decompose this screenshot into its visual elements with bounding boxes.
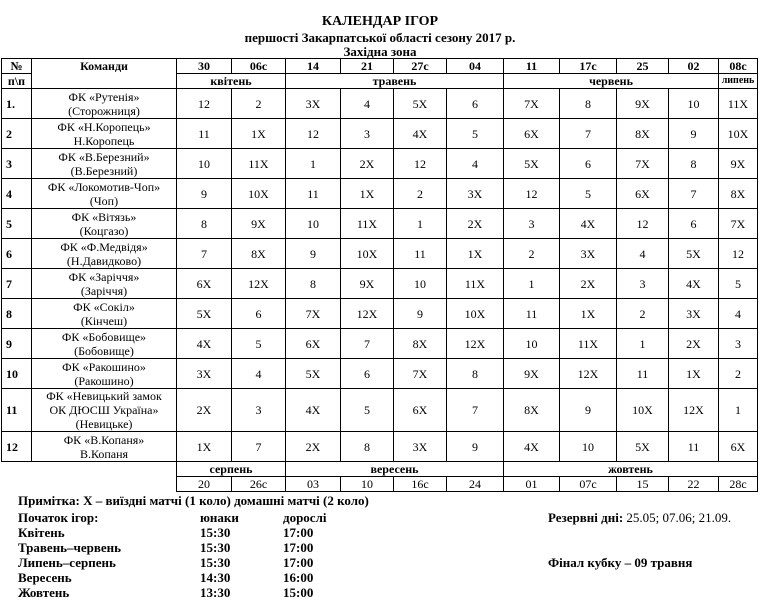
- match-cell: 2: [232, 89, 286, 119]
- date-header: 04: [447, 59, 504, 74]
- month-header: квітень: [177, 74, 286, 89]
- match-cell: 10: [504, 329, 560, 359]
- match-cell: 10: [669, 89, 719, 119]
- team-name: [32, 269, 177, 299]
- team-name-line: ФК «Заріччя»: [68, 269, 140, 284]
- match-cell: 9: [286, 239, 341, 269]
- match-cell: 8: [286, 269, 341, 299]
- row-number: 8: [2, 299, 32, 329]
- month-header: червень: [504, 74, 719, 89]
- date-header: 06с: [232, 59, 286, 74]
- note-line: [18, 493, 369, 509]
- match-cell: 6Х: [177, 269, 232, 299]
- date-header: 21: [341, 59, 394, 74]
- footer-spacer: [2, 462, 177, 477]
- match-cell: 11Х: [719, 89, 758, 119]
- match-cell: 10: [394, 269, 447, 299]
- match-cell: 7: [341, 329, 394, 359]
- page-title: КАЛЕНДАР ІГОР: [321, 14, 439, 29]
- match-cell: 2: [719, 359, 758, 389]
- date-header: 30: [177, 59, 232, 74]
- match-cell: 4Х: [394, 119, 447, 149]
- schedule-period: Жовтень: [18, 585, 70, 600]
- footer-month: серпень: [177, 462, 286, 477]
- row-number: 5: [2, 209, 32, 239]
- match-cell: 11Х: [232, 149, 286, 179]
- num-subheader: п\п: [2, 74, 32, 89]
- match-cell: 8: [341, 432, 394, 462]
- match-cell: 1Х: [669, 359, 719, 389]
- match-cell: 6: [669, 209, 719, 239]
- match-cell: 9: [394, 299, 447, 329]
- match-cell: 2Х: [286, 432, 341, 462]
- num-header: №: [2, 59, 32, 74]
- team-name-line: ФК «Рутенія»: [68, 89, 140, 104]
- schedule-period: Вересень: [18, 570, 72, 585]
- match-cell: 3Х: [286, 89, 341, 119]
- match-cell: 9: [447, 432, 504, 462]
- match-cell: 3Х: [447, 179, 504, 209]
- match-cell: 10Х: [232, 179, 286, 209]
- match-cell: 6Х: [719, 432, 758, 462]
- match-cell: 3: [617, 269, 669, 299]
- match-cell: 3Х: [394, 432, 447, 462]
- schedule-youth-time: 15:30: [200, 555, 231, 570]
- schedule-youth-time: 15:30: [200, 525, 231, 540]
- match-cell: 12: [394, 149, 447, 179]
- match-cell: 7: [232, 432, 286, 462]
- match-cell: 6: [232, 299, 286, 329]
- schedule-period: Липень–серпень: [18, 555, 116, 570]
- cup-final: Фінал кубку – 09 травня: [548, 555, 693, 570]
- footer-date: 15: [617, 477, 669, 492]
- match-cell: 2Х: [669, 329, 719, 359]
- row-number: 9: [2, 329, 32, 359]
- match-cell: 2Х: [447, 209, 504, 239]
- schedule-adult-time: 15:00: [283, 585, 314, 600]
- team-name: [32, 89, 177, 119]
- footer-dates-row: [2, 477, 758, 492]
- match-cell: 4Х: [504, 432, 560, 462]
- schedule-period: Травень–червень: [18, 540, 122, 555]
- match-cell: 7: [177, 239, 232, 269]
- match-cell: 5: [560, 179, 617, 209]
- match-cell: 9Х: [341, 269, 394, 299]
- team-name-line: ФК «В.Копаня»: [63, 432, 145, 447]
- team-name-line: ФК «Ф.Медвідя»: [60, 239, 148, 254]
- month-header: липень: [719, 74, 758, 89]
- match-cell: 4Х: [560, 209, 617, 239]
- reserve-days: [548, 510, 731, 526]
- match-cell: 10Х: [341, 239, 394, 269]
- date-header: 08с: [719, 59, 758, 74]
- team-row: [2, 359, 758, 389]
- match-cell: 11: [286, 179, 341, 209]
- footer-date: 24: [447, 477, 504, 492]
- match-cell: 6: [341, 359, 394, 389]
- footer-months-row: [2, 462, 758, 477]
- date-header: 02: [669, 59, 719, 74]
- team-name-line: ФК «Бобовище»: [61, 329, 147, 344]
- team-row: [2, 299, 758, 329]
- match-cell: 2: [394, 179, 447, 209]
- match-cell: 8Х: [504, 389, 560, 432]
- match-cell: 6: [560, 149, 617, 179]
- match-cell: 11: [504, 299, 560, 329]
- reserve-text: 25.05; 07.06; 21.09.: [623, 510, 732, 525]
- match-cell: 9: [560, 389, 617, 432]
- match-cell: 8: [447, 359, 504, 389]
- match-cell: 5: [719, 269, 758, 299]
- match-cell: 4Х: [286, 389, 341, 432]
- team-name-line: ФК «Н.Коропець»: [57, 119, 151, 134]
- match-cell: 1Х: [341, 179, 394, 209]
- match-cell: 7: [447, 389, 504, 432]
- note-label: Примітка:: [18, 493, 80, 508]
- match-cell: 2Х: [341, 149, 394, 179]
- team-name: [32, 149, 177, 179]
- team-name-line: ФК «Вітязь»: [71, 209, 137, 224]
- match-cell: 5: [447, 119, 504, 149]
- match-cell: 12Х: [341, 299, 394, 329]
- match-cell: 11: [669, 432, 719, 462]
- match-cell: 5Х: [394, 89, 447, 119]
- match-cell: 6Х: [286, 329, 341, 359]
- team-row: [2, 389, 758, 432]
- match-cell: 9Х: [504, 359, 560, 389]
- match-cell: 8Х: [394, 329, 447, 359]
- teams-header: Команди: [32, 59, 177, 89]
- footer-month: жовтень: [504, 462, 758, 477]
- footer-date: 28с: [719, 477, 758, 492]
- team-name-line: ФК «Локомотив-Чоп»: [47, 179, 161, 194]
- match-cell: 11Х: [341, 209, 394, 239]
- match-cell: 1: [617, 329, 669, 359]
- match-cell: 11: [394, 239, 447, 269]
- footer-date: 01: [504, 477, 560, 492]
- match-cell: 5Х: [504, 149, 560, 179]
- schedule-adult-time: 17:00: [283, 540, 314, 555]
- team-row: [2, 209, 758, 239]
- team-name-line: (Коцгазо): [79, 223, 129, 238]
- match-cell: 1Х: [447, 239, 504, 269]
- match-cell: 5Х: [177, 299, 232, 329]
- match-cell: 9: [669, 119, 719, 149]
- adult-column-label: дорослі: [283, 510, 327, 525]
- team-row: [2, 149, 758, 179]
- match-cell: 7Х: [504, 89, 560, 119]
- match-cell: 6Х: [504, 119, 560, 149]
- match-cell: 9Х: [617, 89, 669, 119]
- row-number: 11: [2, 389, 32, 432]
- row-number: 2: [2, 119, 32, 149]
- footer-spacer: [2, 477, 177, 492]
- team-name: [32, 119, 177, 149]
- match-cell: 10: [560, 432, 617, 462]
- row-number: 12: [2, 432, 32, 462]
- match-cell: 7Х: [617, 149, 669, 179]
- match-cell: 9Х: [232, 209, 286, 239]
- row-number: 1.: [2, 89, 32, 119]
- team-name-line: (Кінчеш): [80, 313, 128, 328]
- date-header: 27с: [394, 59, 447, 74]
- match-cell: 3: [504, 209, 560, 239]
- match-cell: 8: [177, 209, 232, 239]
- match-cell: 11Х: [447, 269, 504, 299]
- match-cell: 5Х: [286, 359, 341, 389]
- match-cell: 12Х: [560, 359, 617, 389]
- note-text: Х – виїздні матчі (1 коло) домашні матчі (2 коло): [79, 493, 369, 508]
- schedule-adult-time: 17:00: [283, 525, 314, 540]
- match-cell: 6Х: [394, 389, 447, 432]
- match-cell: 1: [286, 149, 341, 179]
- footer-month: вересень: [286, 462, 504, 477]
- row-number: 3: [2, 149, 32, 179]
- match-cell: 10: [286, 209, 341, 239]
- row-number: 10: [2, 359, 32, 389]
- match-cell: 4Х: [177, 329, 232, 359]
- month-header: травень: [286, 74, 504, 89]
- match-cell: 7Х: [286, 299, 341, 329]
- date-header: 25: [617, 59, 669, 74]
- match-cell: 8Х: [617, 119, 669, 149]
- match-cell: 2Х: [177, 389, 232, 432]
- team-name: [32, 209, 177, 239]
- match-cell: 12: [719, 239, 758, 269]
- row-number: 4: [2, 179, 32, 209]
- match-cell: 2: [504, 239, 560, 269]
- team-name: [32, 389, 177, 432]
- match-cell: 4Х: [669, 269, 719, 299]
- footer-date: 22: [669, 477, 719, 492]
- match-cell: 4: [617, 239, 669, 269]
- team-row: [2, 432, 758, 462]
- team-name: [32, 329, 177, 359]
- date-header: 11: [504, 59, 560, 74]
- team-name-line: ОК ДЮСШ Україна»: [49, 403, 159, 417]
- match-cell: 7: [669, 179, 719, 209]
- date-header: 17с: [560, 59, 617, 74]
- zone-title: Західна зона: [343, 44, 417, 59]
- footer-date: 03: [286, 477, 341, 492]
- footer-date: 07с: [560, 477, 617, 492]
- schedule-adult-time: 17:00: [283, 555, 314, 570]
- match-cell: 4: [719, 299, 758, 329]
- match-cell: 2Х: [560, 269, 617, 299]
- match-cell: 8Х: [719, 179, 758, 209]
- footer-date: 26с: [232, 477, 286, 492]
- match-cell: 12: [504, 179, 560, 209]
- start-label: Початок ігор:: [18, 510, 99, 525]
- team-name-line: ФК «Сокіл»: [73, 299, 135, 314]
- team-name-line: (Бобовище): [74, 343, 134, 358]
- team-name-line: (Н.Давидково): [66, 253, 142, 268]
- match-cell: 1: [394, 209, 447, 239]
- youth-column-label: юнаки: [200, 510, 239, 525]
- match-cell: 3Х: [177, 359, 232, 389]
- team-name-line: ФК «Невицький замок: [46, 389, 162, 403]
- team-name-line: (Ракошино): [74, 373, 134, 388]
- match-cell: 1Х: [177, 432, 232, 462]
- team-row: [2, 119, 758, 149]
- team-name-line: ФК «В.Березний»: [58, 149, 150, 164]
- team-name-line: (В.Березний): [70, 163, 138, 178]
- schedule-youth-time: 15:30: [200, 540, 231, 555]
- match-cell: 1Х: [232, 119, 286, 149]
- page-subtitle: першості Закарпатської області сезону 2017 р.: [244, 30, 516, 45]
- match-cell: 5Х: [617, 432, 669, 462]
- reserve-label: Резервні дні:: [548, 510, 624, 525]
- footer-date: 16с: [394, 477, 447, 492]
- match-cell: 5: [341, 389, 394, 432]
- match-cell: 1Х: [560, 299, 617, 329]
- match-cell: 12: [286, 119, 341, 149]
- date-header: 14: [286, 59, 341, 74]
- team-row: [2, 239, 758, 269]
- match-cell: 12: [177, 89, 232, 119]
- match-cell: 7Х: [719, 209, 758, 239]
- team-name-line: ФК «Ракошино»: [62, 359, 146, 374]
- footer-date: 10: [341, 477, 394, 492]
- schedule-youth-time: 14:30: [200, 570, 231, 585]
- match-cell: 10Х: [617, 389, 669, 432]
- team-row: [2, 269, 758, 299]
- team-name: [32, 359, 177, 389]
- match-cell: 8: [669, 149, 719, 179]
- match-cell: 3Х: [560, 239, 617, 269]
- row-number: 7: [2, 269, 32, 299]
- match-cell: 5: [232, 329, 286, 359]
- team-name-line: (Чоп): [89, 193, 119, 208]
- match-cell: 12Х: [669, 389, 719, 432]
- header-dates-row: [2, 59, 758, 74]
- match-cell: 7: [560, 119, 617, 149]
- team-name-line: В.Копаня: [79, 446, 129, 461]
- match-cell: 6Х: [617, 179, 669, 209]
- match-cell: 8: [560, 89, 617, 119]
- match-cell: 4: [232, 359, 286, 389]
- match-cell: 12: [617, 209, 669, 239]
- match-cell: 12Х: [232, 269, 286, 299]
- match-cell: 7Х: [394, 359, 447, 389]
- match-cell: 5Х: [669, 239, 719, 269]
- match-cell: 3: [232, 389, 286, 432]
- team-row: [2, 179, 758, 209]
- team-name-line: (Невицьке): [75, 417, 133, 431]
- match-cell: 2: [617, 299, 669, 329]
- match-cell: 9: [177, 179, 232, 209]
- schedule-adult-time: 16:00: [283, 570, 314, 585]
- match-cell: 3Х: [669, 299, 719, 329]
- match-cell: 11: [177, 119, 232, 149]
- match-cell: 12Х: [447, 329, 504, 359]
- match-cell: 4: [447, 149, 504, 179]
- match-cell: 8Х: [232, 239, 286, 269]
- team-name-line: (Заріччя): [80, 283, 128, 298]
- match-cell: 10Х: [447, 299, 504, 329]
- match-cell: 3: [719, 329, 758, 359]
- match-cell: 11Х: [560, 329, 617, 359]
- team-name: [32, 432, 177, 462]
- footer-date: 20: [177, 477, 232, 492]
- match-cell: 4: [341, 89, 394, 119]
- match-cell: 9Х: [719, 149, 758, 179]
- match-cell: 11: [617, 359, 669, 389]
- team-row: [2, 89, 758, 119]
- schedule-youth-time: 13:30: [200, 585, 231, 600]
- match-cell: 10Х: [719, 119, 758, 149]
- team-name: [32, 239, 177, 269]
- match-cell: 1: [719, 389, 758, 432]
- match-cell: 10: [177, 149, 232, 179]
- schedule-period: Квітень: [18, 525, 65, 540]
- match-cell: 3: [341, 119, 394, 149]
- team-name-line: Н.Коропець: [73, 133, 135, 148]
- row-number: 6: [2, 239, 32, 269]
- match-cell: 6: [447, 89, 504, 119]
- schedule-table: [1, 58, 758, 492]
- team-name: [32, 179, 177, 209]
- team-name: [32, 299, 177, 329]
- team-name-line: (Сторожниця): [68, 103, 140, 118]
- match-cell: 1: [504, 269, 560, 299]
- team-row: [2, 329, 758, 359]
